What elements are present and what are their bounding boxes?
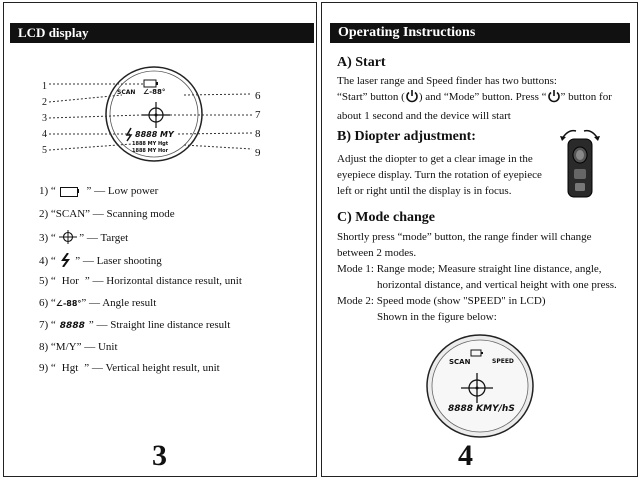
operating-instructions-header: Operating Instructions <box>330 23 630 43</box>
legend-item-3: 3) “ ” — Target <box>39 232 129 244</box>
lcd2-speed-label: SPEED <box>492 358 514 365</box>
legend-item-2: 2) “SCAN” — Scanning mode <box>39 208 175 220</box>
lcd-main-digits: 8888 MY <box>135 130 174 139</box>
lcd-row-hor: 1888 MY Hor <box>132 148 169 154</box>
legend-item-6: 6) “∠-88°” — Angle result <box>39 297 157 309</box>
target-icon <box>59 230 77 244</box>
legend-item-4: 4) “ ” — Laser shooting <box>39 255 162 267</box>
section-a-text: The laser range and Speed finder has two buttons: “Start” button ( ) and “Mode” button. Press “ ” button for about 1 second and the device will start <box>337 75 612 122</box>
page-number-4: 4 <box>458 439 473 472</box>
lcd-row-hgt: 1888 MY Hgt <box>132 141 169 147</box>
lcd-angle-label: ∠-88° <box>143 88 166 96</box>
power-icon <box>547 89 561 108</box>
lcd-scan-label: SCAN <box>117 89 136 96</box>
lcd-display-header: LCD display <box>10 23 314 43</box>
section-a-title: A) Start <box>337 55 386 70</box>
legend-item-8: 8) “M/Y” — Unit <box>39 341 118 353</box>
right-page <box>321 2 638 477</box>
legend-item-5: 5) “ Hor ” — Horizontal distance result, unit <box>39 275 242 287</box>
battery-icon <box>60 187 78 197</box>
lcd2-scan-label: SCAN <box>449 358 471 366</box>
left-page <box>3 2 317 477</box>
legend-item-7: 7) “ 8888 ” — Straight line distance result <box>39 319 231 331</box>
speed-mode-lcd <box>425 333 535 439</box>
callouts-right: 6 7 8 9 <box>255 90 261 159</box>
section-c-text: Shortly press “mode” button, the range finder will change between 2 modes. Mode 1: Range mode; Measure straight line distance, angle, horizontal distance, and vertical height with one press. Mode 2: Speed mode (show "SPEED" in LCD) Shown in the figure below: <box>337 231 617 323</box>
section-c-title: C) Mode change <box>337 210 435 225</box>
legend-item-9: 9) “ Hgt ” — Vertical height result, unit <box>39 362 220 374</box>
laser-bolt-icon <box>59 253 73 267</box>
lcd2-readout: 8888 KMY/hS <box>448 404 515 414</box>
power-icon <box>405 89 419 108</box>
section-b-title: B) Diopter adjustment: <box>337 129 476 144</box>
section-b-text: Adjust the diopter to get a clear image in the eyepiece display. Turn the rotation of eyepiece left or right until the display is in focus. <box>337 153 542 197</box>
legend-item-1: 1) “ ” — Low power <box>39 185 159 197</box>
page-number-3: 3 <box>152 439 167 472</box>
eyepiece-illustration <box>558 125 602 199</box>
callouts-left: 1 2 3 4 5 <box>42 81 47 156</box>
